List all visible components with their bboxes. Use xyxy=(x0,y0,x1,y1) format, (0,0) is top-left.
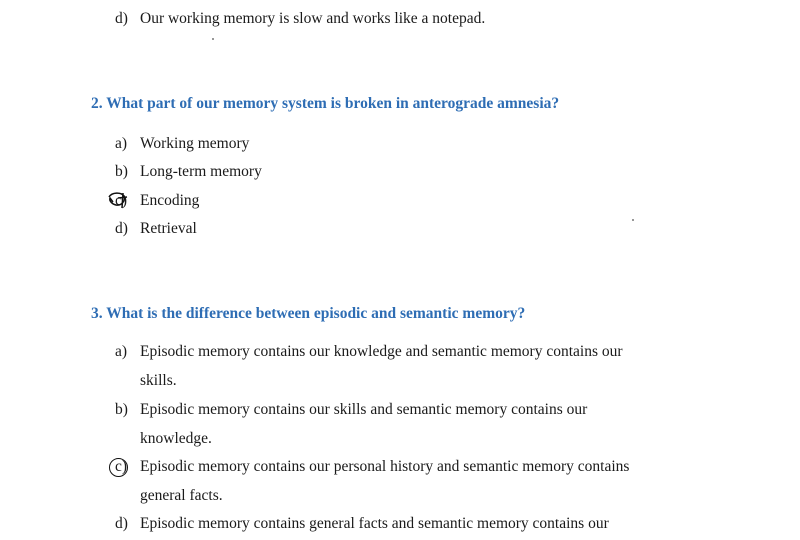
option-letter: a) xyxy=(115,135,128,152)
option-text: Long-term memory xyxy=(140,163,262,180)
option-text: Our working memory is slow and works like a notepad. xyxy=(140,10,486,27)
option-letter: d) xyxy=(115,220,128,237)
q3-title: 3. What is the difference between episodic and semantic memory? xyxy=(91,305,526,322)
q2-title: 2. What part of our memory system is broken in anterograde amnesia? xyxy=(91,95,560,112)
option-letter: c) xyxy=(115,458,128,475)
option-letter: c) xyxy=(115,192,128,209)
scan-speck xyxy=(212,38,214,40)
option-letter: d) xyxy=(115,10,128,27)
q3-option-c-continuation: general facts. xyxy=(140,487,223,504)
option-letter: b) xyxy=(115,401,128,418)
option-text: Episodic memory contains our personal history and semantic memory contains xyxy=(140,458,630,475)
option-text: Retrieval xyxy=(140,220,197,237)
option-text: Episodic memory contains general facts and semantic memory contains our xyxy=(140,515,609,532)
option-letter: b) xyxy=(115,163,128,180)
handwritten-check-mark xyxy=(105,188,135,214)
scan-speck xyxy=(632,219,634,221)
option-text: Episodic memory contains our knowledge and semantic memory contains our xyxy=(140,343,623,360)
option-text: Episodic memory contains our skills and semantic memory contains our xyxy=(140,401,588,418)
q3-option-b-continuation: knowledge. xyxy=(140,430,212,447)
option-text: Encoding xyxy=(140,192,200,209)
option-letter: a) xyxy=(115,343,128,360)
option-text: Working memory xyxy=(140,135,250,152)
q3-option-a-continuation: skills. xyxy=(140,372,177,389)
option-letter: d) xyxy=(115,515,128,532)
